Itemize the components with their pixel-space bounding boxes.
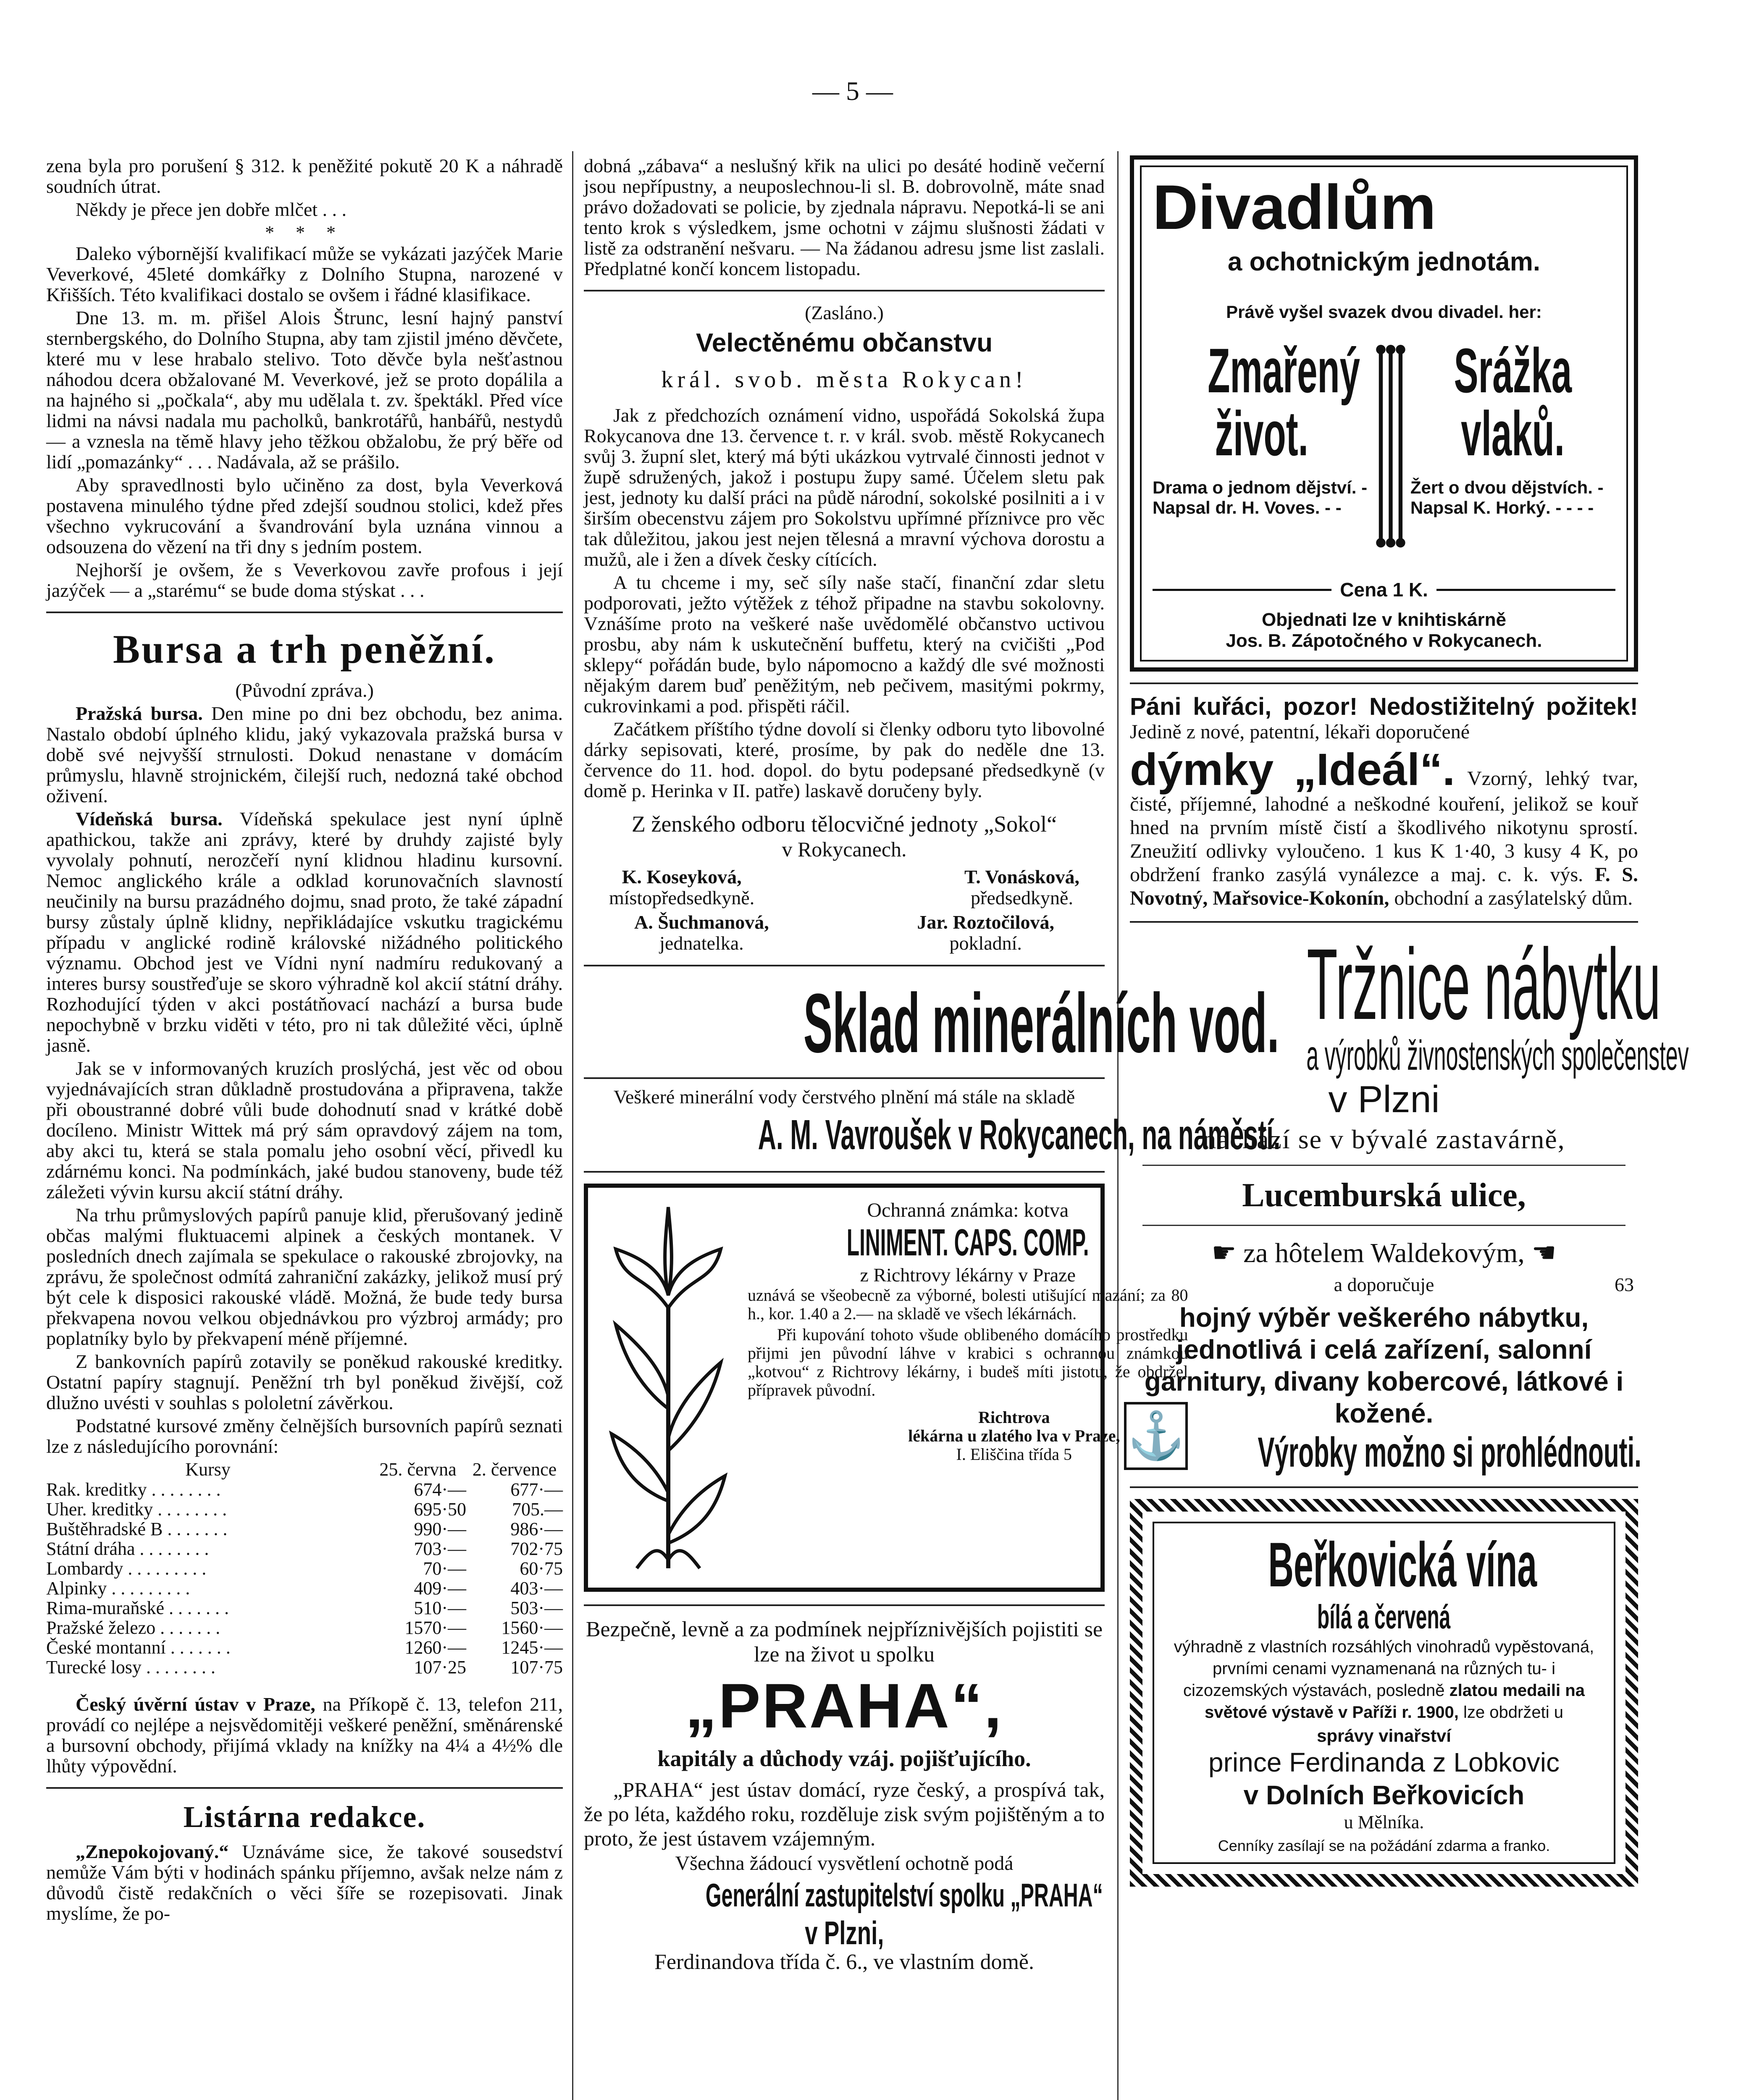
play-title-1b: život. xyxy=(1215,398,1309,469)
appeal-subtitle: král. svob. města Rokycan! xyxy=(661,367,1027,393)
ad-number: 63 xyxy=(1615,1274,1634,1295)
ad-berkovice: Beřkovická vína bílá a červená výhradně z vlastních rozsáhlých vinohradů vypěstovaná, prvními cenami vyznamenaná na různých tu- i cizozemských výstavách, posledně zlatou medaili na světové výstavě v Paříži r. 1900, lze obdržeti u správy vinařství prince Ferdinanda z Lobkovic v Dolních Beřkovicích u Mělníka. Cenníky zasílají se na požádání zdarma a franko. xyxy=(1130,1499,1638,1887)
appeal-title: Velectěnému občanstvu xyxy=(696,328,993,357)
pointing-hand-icon: ☚ xyxy=(1524,1238,1557,1268)
praha-info: Všechna žádoucí vysvětlení ochotně podá xyxy=(675,1852,1014,1874)
table-header: 2. července xyxy=(472,1459,557,1480)
paragraph: Podstatné kursové změny čelnějších bursovních papírů seznati lze z následujícího porovnání: xyxy=(46,1415,563,1457)
wine-admin: správy vinařství xyxy=(1317,1726,1451,1746)
table-row: České montanní . . . . . . . 1260·— 1245·— xyxy=(46,1637,563,1658)
ad-sklad-title: Sklad minerálních vod. xyxy=(803,976,1279,1070)
signature-name: Jar. Roztočilová, xyxy=(917,911,1054,933)
ad-trznice-title: Tržnice nábytku xyxy=(1307,928,1661,1040)
praha-address: Ferdinandova třída č. 6., ve vlastním domě. xyxy=(654,1950,1034,1974)
play-desc-1: Drama o jednom dějství. - Napsal dr. H. Voves. - - xyxy=(1153,478,1368,517)
signature-name: T. Vonásková, xyxy=(964,866,1079,887)
ad-sklad-text: Veškeré minerální vody čerstvého plnění má stále na skladě xyxy=(613,1086,1075,1108)
ad-pipe-head: Páni kuřáci, pozor! Nedostižitelný požitek! xyxy=(1130,693,1638,720)
ad-title: Divadlům xyxy=(1153,172,1436,242)
praha-intro: Bezpečně, levně a za podmínek nejpříznivějších pojistiti se lze na život u spolku xyxy=(586,1617,1103,1667)
section-title-bursa: Bursa a trh peněžní. xyxy=(113,627,496,672)
table-row: Lombardy . . . . . . . . . 70·— 60·75 xyxy=(46,1558,563,1579)
paragraph: Dne 13. m. m. přišel Alois Štrunc, lesní hajný panství sternbergského, do Dolního Stupna, aby tam zjistil jméno děvčete, které mu v lese hrabalo stelivo. Toto děvče byla nešťastnou náhodou dcera obžalované M. Veverkové, jež se proto dopálila a na hajného si „počkala“, aby mu udělala t. zv. špektákl. Před více lidmi na návsi nadala mu pacholků, bankrotářů, hanbářů, nestydů — a vznesla na těmě hlavy jeho těžkou obžalobu, že prý běře od lidí „pomazánky“ . . . Nadávala, až se prášilo. xyxy=(46,307,563,472)
ad-trznice-place: nachází se v bývalé zastavárně, xyxy=(1203,1124,1565,1154)
praha-subtitle: kapitály a důchody vzáj. pojišťujícího. xyxy=(657,1746,1031,1771)
column-divider xyxy=(572,151,573,2100)
wine-catalog: Cenníky zasílají se na požádání zdarma a franko. xyxy=(1218,1837,1550,1854)
ad-wine-sub: bílá a červená xyxy=(1317,1598,1451,1635)
separator-stars: * * * xyxy=(265,222,344,243)
column-ornament-icon xyxy=(1371,339,1410,557)
ad-trznice-offer: hojný výběr veškerého nábytku, jednotlivá i celá zařízení, salonní garnitury, divany kobercové, látkové i kožené. xyxy=(1144,1302,1624,1428)
table-row: Státní dráha . . . . . . . . 703·— 702·75 xyxy=(46,1538,563,1559)
paragraph: dobná „zábava“ a neslušný křik na ulici po desáté hodině večerní jsou nepřípustny, a neuposlechnou-li sl. B. dobrovolně, máte snad právo dožadovati se policie, by zjednala nápravu. Nepotká-li se ani tento krok s výsledkem, jsme ochotni v zájmu slušnosti žádati v listě za odstranění nešvaru. — Na žádanou adresu jsme list zaslali. Předplatné končí koncem listopadu. xyxy=(584,155,1105,279)
lead: Český úvěrní ústav v Praze, xyxy=(76,1693,315,1715)
table-header: 25. června xyxy=(379,1459,457,1480)
praha-agency: Generální zastupitelství spolku „PRAHA“ xyxy=(705,1877,1103,1914)
table-row: Pražské železo . . . . . . . 1570·— 1560·— xyxy=(46,1617,563,1638)
ad-trznice-hotel: ☛ za hôtelem Waldekovým, ☚ xyxy=(1211,1238,1557,1268)
ad-pipe: Páni kuřáci, pozor! Nedostižitelný požitek! Jedině z nové, patentní, lékaři doporučené xyxy=(1130,693,1638,743)
order-line: Objednati lze v knihtiskárně xyxy=(1262,609,1506,630)
exchange-rate-table xyxy=(46,1459,563,1677)
wine-place: v Dolních Beřkovicích xyxy=(1243,1780,1525,1810)
paragraph: Aby spravedlnosti bylo učiněno za dost, byla Veverková postavena minulého týdne před zdejší soudnou stolici, kdež přes všechno vykrucování a švandrování byla uznána vinnou a odsouzena do vězení na tři dny s jedním postem. xyxy=(46,474,563,557)
wine-prince: prince Ferdinanda z Lobkovic xyxy=(1208,1747,1560,1777)
lead: Vídeňská bursa. xyxy=(76,808,223,830)
ad-pipe-body: dýmky „Ideál“. Vzorný, lehký tvar, čisté, příjemné, lahodné a neškodné kouření, jelikož se kouř hned na prvním místě čistí a škodlivého nikotynu sprostí. Zneužití odlivky vyloučeno. 1 kus K 1·40, 3 kusy 4 K, po obdržení franko zasýlá vynálezce a maj. c. k. výs. F. S. Novotný, Mařsovice-Kokonín, obchodní a zasýlatelský dům. xyxy=(1130,744,1639,909)
signature-name: A. Šuchmanová, xyxy=(634,911,769,933)
vendor-name: F. S. Novotný, Mařsovice-Kokonín, xyxy=(1130,864,1639,909)
divider xyxy=(46,1787,563,1789)
table-row: Alpinky . . . . . . . . . 409·— 403·— xyxy=(46,1578,563,1599)
play-desc-2: Žert o dvou dějstvích. - Napsal K. Horký. - - - - xyxy=(1410,478,1604,517)
order-printer: Jos. B. Zápotočného v Rokycanech. xyxy=(1226,630,1542,651)
ad-trznice-see: Výrobky možno si prohlédnouti. xyxy=(1258,1429,1641,1476)
signature-place: v Rokycanech. xyxy=(782,837,907,861)
wine-near: u Mělníka. xyxy=(1344,1812,1424,1832)
trademark-line: Ochranná známka: kotva xyxy=(867,1199,1069,1221)
subtitle: (Původní zpráva.) xyxy=(235,680,374,701)
table-row: Rak. kreditky . . . . . . . . 674·— 677·— xyxy=(46,1479,563,1500)
play-title-1a: Zmařený xyxy=(1208,335,1360,406)
ad-liniment: Ochranná známka: kotva LINIMENT. CAPS. COMP. z Richtrovy lékárny v Praze uznává se všeobecně za výborné, bolesti utišující mazání; za 80 h., kor. 1.40 a 2.— na skladě ve všech lékárnách. Při kupování tohoto všude oblibeného domácího prostředku přijmi jen původní láhve v krabici s ochrannou známkou „kotvou“ z Richtrovy lékárny, i budeš míti jistotu, že obdržel přípravek původní. Richtrova lékárna u zlatého lva v Praze, I. Eliščina třída 5 ⚓ xyxy=(584,1184,1105,1592)
ad-subtitle: a ochotnickým jednotám. xyxy=(1227,247,1541,276)
paragraph: uznává se všeobecně za výborné, bolesti utišující mazání; za 80 h., kor. 1.40 a 2.— na skladě ve všech lékárnách. xyxy=(748,1286,1188,1323)
ad-trznice-city: v Plzni xyxy=(1328,1079,1440,1121)
praha-city: v Plzni, xyxy=(804,1914,884,1951)
paragraph: „PRAHA“ jest ústav domácí, ryze český, a prospívá tak, že po léta, každého roku, rozděluje zisk svým pojištěným a to proto, že jest ústavem vzájemným. xyxy=(584,1778,1105,1850)
page-number: — 5 — xyxy=(812,76,893,106)
signature-name: K. Koseyková, xyxy=(622,866,742,887)
paragraph: Český úvěrní ústav v Praze, na Příkopě č. 13, telefon 211, provádí co nejlépe a nejsvědomitěji veškeré peněžní, směnárenské a bursovní obchody, přijímá vklady na knížky na 4¼ a 4½% dle lhůty výpovědní. xyxy=(46,1693,563,1777)
ad-trznice-sub: a výrobků živnostenských společenstev xyxy=(1306,1032,1689,1079)
ad-line: Právě vyšel svazek dvou divadel. her: xyxy=(1226,302,1542,322)
ad-pipe-title: dýmky „Ideál“. xyxy=(1130,744,1455,795)
paragraph: Někdy je přece jen dobře mlčet . . . xyxy=(76,199,347,220)
lead: Pražská bursa. xyxy=(76,703,203,724)
paragraph: Jak se v informovaných kruzích proslýchá, jest věc od obou vyjednávajících stran důkladně prostudována a připravena, takže při oboustranné dobré vůli bude dohodnutí snad v krátké době docíleno. Ministr Wittek má prý sám opravdový zájem na tom, aby akci tu, která se stala pomalu jeho osobní věcí, přivedl ku zdárnému konci. Na podmínkách, jaké budou stanoveny, bude též záležeti vývin kursu akcií státní dráhy. xyxy=(46,1058,563,1202)
paragraph: zena byla pro porušení § 312. k peněžité pokutě 20 K a náhradě soudních útrat. xyxy=(46,155,563,197)
paragraph: „Znepokojovaný.“ Uznáváme sice, že takové sousedství nemůže Vám býti v hodinách spánku příjemno, avšak nelze nám z důvodů čistě redakčních o věci šíře se rozepisovati. Jinak myslíme, že po- xyxy=(46,1841,563,1924)
lead: „Znepokojovaný.“ xyxy=(76,1841,229,1862)
section-title-listarna: Listárna redakce. xyxy=(183,1800,426,1834)
paragraph: Při kupování tohoto všude oblibeného domácího prostředku přijmi jen původní láhve v krabici s ochrannou známkou „kotvou“ z Richtrovy lékárny, i budeš míti jistotu, že obdržel přípravek původní. xyxy=(748,1325,1188,1399)
table-row: Buštěhradské B . . . . . . . 990·— 986·— xyxy=(46,1519,563,1539)
paragraph: Začátkem příštího týdne dovolí si členky odboru tyto libovolné dárky sepisovati, které, prosíme, by pak do neděle dne 13. července do 11. hod. dopol. do bytu podepsané předsedkyně (v domě p. Herinka v II. patře) laskavě doručeny byly. xyxy=(584,718,1105,801)
zaslano-label: (Zasláno.) xyxy=(805,302,884,323)
paragraph: Z bankovních papírů zotavily se poněkud rakouské kreditky. Ostatní papíry stagnují. Peněžní trh byl poněkud živější, což dlužno uvésti v souhlas s pololetní závěrkou. xyxy=(46,1351,563,1413)
ad-wine-title: Beřkovická vína xyxy=(1268,1529,1537,1600)
anchor-icon: ⚓ xyxy=(1124,1402,1188,1470)
signature-org: Z ženského odboru tělocvičné jednoty „Sokol“ xyxy=(631,811,1057,837)
divider xyxy=(46,612,563,613)
paragraph: Vídeňská bursa. Vídeňská spekulace jest nyní úplně apathickou, takže ani zprávy, které by druhdy zajisté byly vyvolaly pohnutí, nerozčeří nyní klidnou hladinu kursovní. Nemoc anglického krále a odklad korunovačních slavností neučinily na bursu prazádného dojmu, snad proto, že také západní bursy zůstaly úplně klidny, nepřikládajíce vskutku tragickému případu v anglické rodině královské nižádného politického významu. Obchod jest ve Vídni nyní nadmíru redukovaný a interes bursy soustřeďuje se skoro výhradně kol akcií státní dráhy. Rozhodující týden v akci postátňovací nachází a bursa bude nepochybně v brzku viděti v této, pro ni tak důležité věci, úplně jasně. xyxy=(46,808,563,1056)
paragraph: Nejhorší je ovšem, že s Veverkovou zavře profous i její jazýček — a „starému“ se bude doma stýskat . . . xyxy=(46,559,563,601)
table-row: Rima-muraňské . . . . . . . 510·— 503·— xyxy=(46,1598,563,1618)
ad-divadlum xyxy=(1130,155,1638,672)
liniment-origin: z Richtrovy lékárny v Praze xyxy=(860,1264,1076,1286)
pharmacy-name: Richtrova xyxy=(978,1408,1050,1427)
gold-medal: zlatou medaili na světové výstavě v Paříži r. 1900, xyxy=(1205,1681,1585,1722)
column-3 xyxy=(1130,155,1689,1887)
price: Cena 1 K. xyxy=(1340,579,1428,601)
ad-trznice-street: Lucemburská ulice, xyxy=(1242,1177,1526,1214)
divider xyxy=(584,290,1105,291)
paragraph: Jak z předchozích oznámení vidno, uspořádá Sokolská župa Rokycanova dne 13. července t. r. v král. svob. městě Rokycanech svůj 3. župní slet, který má býti ukázkou vytrvalé činnosti jednot v župě sdružených, jakož i postupu župy samé. Účelem sletu pak jest, jednoty ku další práci na půdě národní, sokolské posilniti a i v širším obecenstvu zájem pro Sokolstvu upřímné příznivce pro věc tak důležitou, jakou jest nejen tělesná a mravní výchova dorostu a mužů, ale i žen a dívek česky cítících. xyxy=(584,404,1105,570)
divider xyxy=(584,965,1105,966)
ad-trznice-recommends: a doporučuje xyxy=(1334,1274,1434,1295)
paragraph: Daleko výbornější kvalifikací může se vykázati jazýček Marie Veverkové, 45leté domkářky z Dolního Stupna, narozené v Křišších. Této kvalifikaci dostalo se ovšem i řádné klasifikace. xyxy=(46,243,563,305)
play-title-2b: vlaků. xyxy=(1461,398,1565,469)
column-2: dobná „zábava“ a neslušný křik na ulici po desáté hodině večerní jsou nepřípustny, a neuposlechnou-li sl. B. dobrovolně, máte snad právo dožadovati se policie, by zjednala nápravu. Nepotká-li se ani tento krok s výsledkem, jsme ochotni v zájmu slušnosti žádati v listě za odstranění nešvaru. — Na žádanou adresu jsme list zaslali. Předplatné končí koncem listopadu. (Zasláno.) Velectěnému občanstvu král. svob. města Rokycan! Jak z předchozích oznámení vidno, uspořádá Sokolská župa Rokycanova dne 13. července t. r. v král. svob. městě Rokycanech svůj 3. župní slet, který má býti ukázkou vytrvalé činnosti jednot v župě sdružených, jakož i postupu župy samé. Účelem sletu pak jest, jednoty ku další práci na půdě národní, sokolské posilniti a i v širším obecenstvu zájem pro Sokolstvu upřímné příznivce pro věc tak důležitou, jakou jest nejen tělesná a mravní výchova dorostu a mužů, ale i žen a dívek česky cítících. A tu chceme i my, seč síly naše stačí, finanční zdar sletu podporovati, ježto výtěžek z téhož připadne na stavbu sokolovny. Vznášíme proto na veškeré naše uvědomělé občanstvo uctivou prosbu, aby nám k uskutečnění buffetu, který na cvičišti „Pod sklepy“ pořádán bude, bylo nápomocno a každý dle své možnosti nějakým darem buď peněžitým, neb pečivem, masitými pokrmy, cukrovinkami a pod. přispěti ráčil. Začátkem příštího týdne dovolí si členky odboru tyto libovolné dárky sepisovati, které, prosíme, by pak do neděle dne 13. července do 11. hod. dopol. do bytu podepsané předsedkyně (v domě p. Herinka v II. patře) laskavě doručeny byly. Z ženského odboru tělocvičné jednoty „Sokol“ v Rokycanech. K. Koseyková, místopředsedkyně. T. Vonásková, předsedkyně. A. Šuchmanová, jednatelka. Jar. Roztočilová, pokladní. Sklad minerálních vod. Veškeré minerální vody čerstvého plnění má stále na skladě A. M. Vavroušek v Rokycanech, na náměstí. Ochranná známka: kotva LINIMENT. CAPS. COMP. z Richtrovy lékárny v Praze uznává se všeobecně za výborné, bolesti utišující mazání; za 80 h., kor. 1.40 a 2.— na skladě ve všech lékárnách. Při kupování tohoto všude oblibeného domácího prostředku přijmi jen původní láhve v krabici s ochrannou známkou „kotvou“ z Richtrovy lékárny, i budeš míti jistotu, že obdržel přípravek původní. Richtrova lékárna u zlatého lva v Praze, I. Eliščina třída 5 ⚓ Bezpečně, levně a za podmínek nejpříznivějších pojistiti se lze na život u spolku „PRAHA“, kapitály a důchody vzáj. pojišťujícího. „PRAHA“ jest ústav domácí, ryze český, a prospívá tak, že po léta, každého roku, rozděluje zisk svým pojištěným a to proto, že jest ústavem vzájemným. Všechna žádoucí vysvětlení ochotně podá Generální zastupitelství spolku „PRAHA“ v Plzni, Ferdinandova třída č. 6., ve vlastním domě. xyxy=(584,155,1281,1974)
praha-title: „PRAHA“, xyxy=(685,1670,1003,1741)
paragraph: Na trhu průmyslových papírů panuje klid, přerušovaný jedině občas malými fluktuacemi alpinek a českých montanek. V posledních dnech zajímala se spekulace o rakouské zbrojovky, na zprávu, že společnost odmítá zahraniční zakázky, jelikož musí prý být cele k disposici rakouské vládě. Možná, že bude tedy bursa překvapena novou velkou objednávkou pro výzbroj armády; pro poplatníky bylo by překvapení méně příjemné. xyxy=(46,1204,563,1349)
paragraph: A tu chceme i my, seč síly naše stačí, finanční zdar sletu podporovati, ježto výtěžek z téhož připadne na stavbu sokolovny. Vznášíme proto na veškeré naše uvědomělé občanstvo uctivou prosbu, aby nám k uskutečnění buffetu, který na cvičišti „Pod sklepy“ pořádán bude, bylo nápomocno a každý dle své možnosti nějakým darem buď peněžitým, neb pečivem, masitými pokrmy, cukrovinkami a pod. přispěti ráčil. xyxy=(584,572,1105,717)
paragraph: Pražská bursa. Den mine po dni bez obchodu, bez anima. Nastalo období úplného klidu, jaký vykazovala pražská bursa v době své nejvyšší strnulosti. Dokud nenastane v domácím průmyslu, hlavně strojnickém, čilejší ruch, nedozná také obchod oživení. xyxy=(46,703,563,806)
liniment-title: LINIMENT. CAPS. COMP. xyxy=(846,1222,1089,1264)
ad-vavrousek: A. M. Vavroušek v Rokycanech, na náměstí. xyxy=(758,1111,1281,1158)
pointing-hand-icon: ☛ xyxy=(1211,1238,1244,1268)
table-row: Turecké losy . . . . . . . . 107·25 107·75 xyxy=(46,1657,563,1677)
lily-flower-icon xyxy=(599,1199,738,1577)
table-row: Uher. kreditky . . . . . . . . 695·50 705.— xyxy=(46,1499,563,1520)
play-title-2a: Srážka xyxy=(1454,335,1572,406)
table-header: Kursy xyxy=(185,1459,231,1480)
column-1 xyxy=(46,155,563,1926)
